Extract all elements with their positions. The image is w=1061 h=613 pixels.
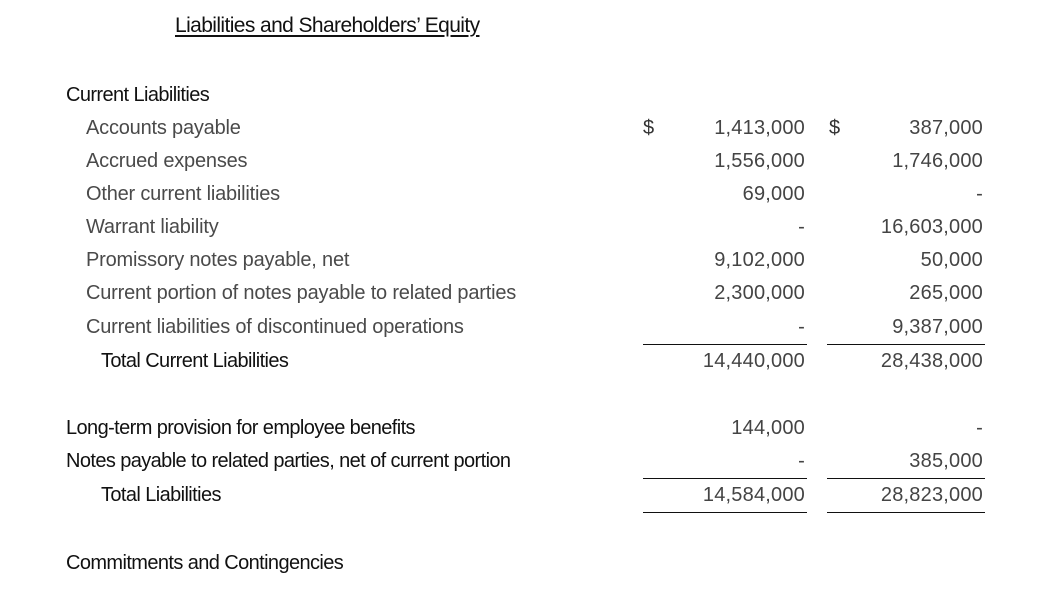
row-label: Other current liabilities	[86, 183, 280, 205]
row-label: Long-term provision for employee benefits	[66, 417, 415, 439]
value-col2: 387,000	[909, 117, 983, 139]
row-label: Promissory notes payable, net	[86, 249, 350, 271]
row-label: Current liabilities of discontinued operations	[86, 316, 464, 338]
table-row	[0, 211, 1061, 244]
value-col2: 385,000	[909, 450, 983, 472]
table-row	[0, 311, 1061, 344]
row-label: Warrant liability	[86, 216, 219, 238]
total-row-current-liabilities	[0, 345, 1061, 378]
value-col2: -	[976, 417, 983, 439]
section-heading-commitments	[0, 547, 1061, 580]
section-heading-label: Commitments and Contingencies	[66, 552, 344, 574]
row-label: Accrued expenses	[86, 150, 248, 172]
total-row-liabilities	[0, 479, 1061, 512]
row-label: Current portion of notes payable to related parties	[86, 282, 517, 304]
value-col2: -	[976, 183, 983, 205]
currency-symbol: $	[829, 117, 841, 139]
total-rule	[827, 512, 985, 513]
value-col2: 1,746,000	[892, 150, 983, 172]
value-col2: 265,000	[909, 282, 983, 304]
row-label: Notes payable to related parties, net of current portion	[66, 450, 511, 472]
table-row	[0, 445, 1061, 478]
total-value-col2: 28,438,000	[880, 350, 983, 372]
value-col1: 144,000	[731, 417, 805, 439]
total-label: Total Current Liabilities	[101, 350, 289, 372]
value-col1: 1,413,000	[714, 117, 805, 139]
table-row	[0, 112, 1061, 145]
table-row	[0, 178, 1061, 211]
value-col1: 1,556,000	[714, 150, 805, 172]
total-label: Total Liabilities	[101, 484, 221, 506]
table-row	[0, 145, 1061, 178]
value-col1: 2,300,000	[714, 282, 805, 304]
value-col1: -	[798, 316, 805, 338]
total-rule	[643, 512, 807, 513]
table-row	[0, 244, 1061, 277]
total-value-col2: 28,823,000	[880, 484, 983, 506]
value-col1: -	[798, 216, 805, 238]
value-col2: 50,000	[920, 249, 983, 271]
page-title: Liabilities and Shareholders’ Equity	[175, 14, 480, 37]
value-col1: 69,000	[742, 183, 805, 205]
total-value-col1: 14,440,000	[702, 350, 805, 372]
value-col1: -	[798, 450, 805, 472]
table-row	[0, 277, 1061, 310]
row-label: Accounts payable	[86, 117, 241, 139]
value-col2: 16,603,000	[880, 216, 983, 238]
currency-symbol: $	[643, 117, 655, 139]
section-heading-label: Current Liabilities	[66, 84, 210, 106]
value-col2: 9,387,000	[892, 316, 983, 338]
value-col1: 9,102,000	[714, 249, 805, 271]
table-row	[0, 412, 1061, 445]
section-heading-current-liabilities	[0, 79, 1061, 112]
total-value-col1: 14,584,000	[702, 484, 805, 506]
